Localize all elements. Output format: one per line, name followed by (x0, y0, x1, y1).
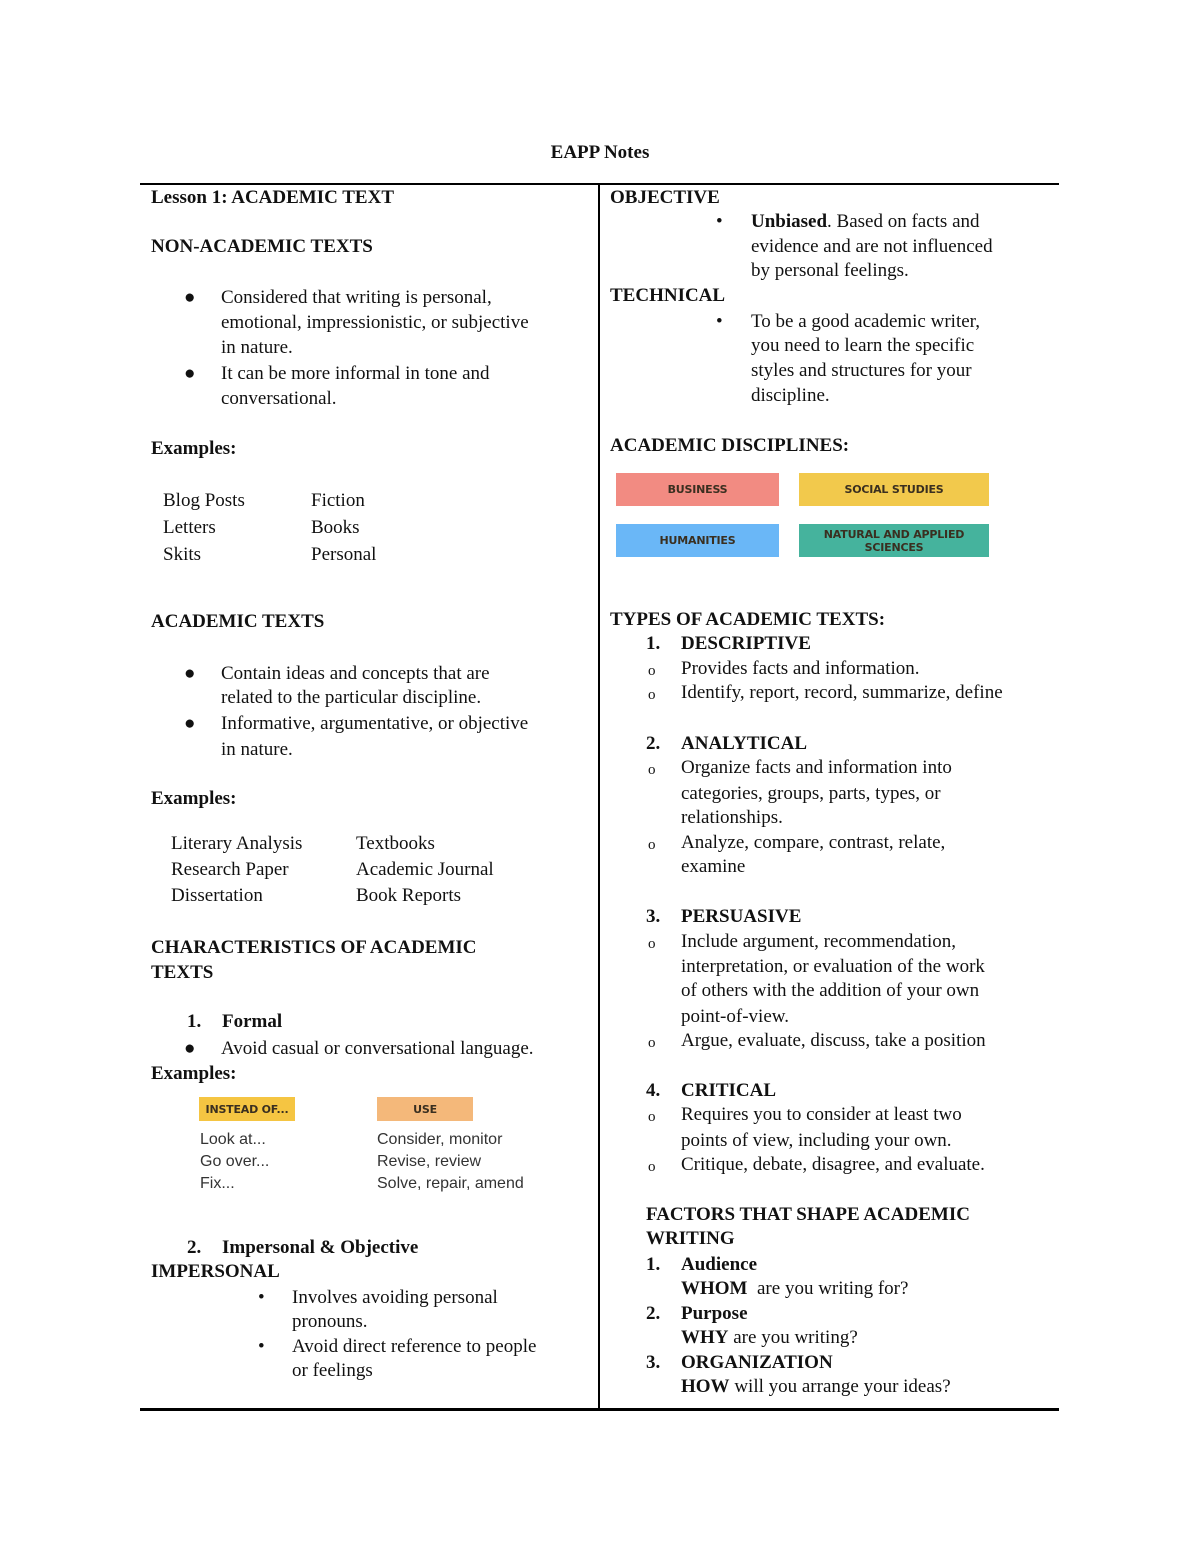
factor-keyword: WHOM (681, 1278, 748, 1299)
impersonal-heading: IMPERSONAL (151, 1261, 280, 1282)
factor-title: Purpose (681, 1303, 748, 1324)
type-title: ANALYTICAL (681, 733, 807, 754)
lesson-title: Lesson 1: ACADEMIC TEXT (151, 187, 394, 208)
bullet-line: related to the particular discipline. (221, 687, 482, 708)
type-number: 1. (646, 633, 661, 654)
circle-bullet: o (648, 936, 656, 952)
type-item: relationships. (681, 807, 783, 828)
factor-rest: are you writing? (728, 1327, 858, 1348)
objective-text: . Based on facts and (827, 211, 980, 232)
type-item: interpretation, or evaluation of the work (681, 956, 985, 977)
type-title: PERSUASIVE (681, 906, 802, 927)
type-title: DESCRIPTIVE (681, 633, 811, 654)
factor-rest: will you arrange your ideas? (729, 1376, 951, 1397)
circle-bullet: o (648, 762, 656, 778)
examples-label: Examples: (151, 1063, 237, 1084)
type-item: point-of-view. (681, 1006, 789, 1027)
example-item: Dissertation (171, 885, 263, 906)
example-item: Literary Analysis (171, 833, 303, 854)
instead-item: Go over... (200, 1153, 270, 1170)
examples-label: Examples: (151, 438, 237, 459)
type-item: points of view, including your own. (681, 1130, 952, 1151)
type-item: categories, groups, parts, types, or (681, 783, 941, 804)
bullet-line: To be a good academic writer, (751, 311, 980, 332)
item-number: 2. (187, 1237, 202, 1258)
type-item: Requires you to consider at least two (681, 1104, 962, 1125)
type-item: Provides facts and information. (681, 658, 920, 679)
example-item: Blog Posts (163, 490, 245, 511)
unbiased-term: Unbiased (751, 211, 828, 232)
instead-item: Fix... (200, 1175, 235, 1192)
types-heading: TYPES OF ACADEMIC TEXTS: (610, 609, 886, 630)
bullet-dot: • (258, 1336, 265, 1357)
bullet-line: pronouns. (292, 1311, 368, 1332)
example-item: Research Paper (171, 859, 289, 880)
type-item: Analyze, compare, contrast, relate, (681, 832, 946, 853)
bullet-line: conversational. (221, 388, 337, 409)
objective-heading: OBJECTIVE (610, 187, 720, 208)
type-item: Include argument, recommendation, (681, 931, 957, 952)
factors-heading-2: WRITING (646, 1228, 735, 1249)
example-item: Skits (163, 544, 202, 565)
impersonal-objective-title: Impersonal & Objective (222, 1237, 419, 1258)
type-item: Identify, report, record, summarize, define (681, 682, 1003, 703)
bullet-line: styles and structures for your (751, 360, 972, 381)
factor-question (681, 1375, 951, 1399)
non-academic-heading: NON-ACADEMIC TEXTS (151, 236, 373, 257)
bullet-line: Informative, argumentative, or objective (221, 713, 529, 734)
use-item: Revise, review (377, 1153, 482, 1170)
example-item: Letters (163, 517, 216, 538)
disciplines-heading: ACADEMIC DISCIPLINES: (610, 435, 850, 456)
use-tag: USE (377, 1097, 473, 1121)
type-title: CRITICAL (681, 1080, 777, 1101)
type-item: Critique, debate, disagree, and evaluate. (681, 1154, 985, 1175)
bullet-line: discipline. (751, 385, 830, 406)
circle-bullet: o (648, 1109, 656, 1125)
type-number: 4. (646, 1080, 661, 1101)
natural-sciences-tag: NATURAL AND APPLIED SCIENCES (799, 524, 989, 557)
factor-keyword: WHY (681, 1327, 729, 1348)
bullet-line: in nature. (221, 337, 293, 358)
bullet-line: you need to learn the specific (751, 335, 975, 356)
instead-of-tag: INSTEAD OF... (199, 1097, 295, 1121)
factor-title: Audience (681, 1254, 757, 1275)
type-number: 2. (646, 733, 661, 754)
humanities-tag: HUMANITIES (616, 524, 779, 557)
type-item: Argue, evaluate, discuss, take a position (681, 1030, 986, 1051)
factor-question (681, 1277, 908, 1301)
example-item: Fiction (311, 490, 365, 511)
bullet-line: It can be more informal in tone and (221, 363, 490, 384)
example-item: Textbooks (356, 833, 435, 854)
example-item: Books (311, 517, 360, 538)
bullet-line: in nature. (221, 739, 293, 760)
academic-heading: ACADEMIC TEXTS (151, 611, 325, 632)
factor-rest: are you writing for? (747, 1278, 909, 1299)
social-studies-tag: SOCIAL STUDIES (799, 473, 989, 506)
factor-keyword: HOW (681, 1376, 730, 1397)
bullet-line: emotional, impressionistic, or subjective (221, 312, 529, 333)
example-item: Book Reports (356, 885, 462, 906)
bullet-line: by personal feelings. (751, 260, 909, 281)
page-title: EAPP Notes (550, 142, 650, 163)
item-number: 1. (187, 1011, 202, 1032)
bullet-line: Avoid casual or conversational language. (221, 1038, 534, 1059)
example-item: Academic Journal (356, 859, 494, 880)
circle-bullet: o (648, 837, 656, 853)
bullet-dot: • (716, 211, 723, 232)
objective-line-1 (751, 210, 980, 234)
factor-number: 3. (646, 1352, 661, 1373)
bullet-line: Contain ideas and concepts that are (221, 663, 490, 684)
bullet-line: Considered that writing is personal, (221, 287, 492, 308)
bullet-line: Avoid direct reference to people (292, 1336, 537, 1357)
type-item: Organize facts and information into (681, 757, 952, 778)
bullet-line: Involves avoiding personal (292, 1287, 498, 1308)
technical-heading: TECHNICAL (610, 285, 726, 306)
examples-label: Examples: (151, 788, 237, 809)
factor-number: 1. (646, 1254, 661, 1275)
type-item: of others with the addition of your own (681, 980, 980, 1001)
circle-bullet: o (648, 687, 656, 703)
circle-bullet: o (648, 1159, 656, 1175)
type-item: examine (681, 856, 746, 877)
bullet-dot: • (258, 1287, 265, 1308)
use-item: Consider, monitor (377, 1131, 503, 1148)
factor-question (681, 1326, 858, 1350)
formal-title: Formal (222, 1011, 283, 1032)
example-item: Personal (311, 544, 377, 565)
type-number: 3. (646, 906, 661, 927)
factor-number: 2. (646, 1303, 661, 1324)
bullet-line: or feelings (292, 1360, 373, 1381)
factor-title: ORGANIZATION (681, 1352, 833, 1373)
instead-item: Look at... (200, 1131, 266, 1148)
column-divider (598, 184, 600, 1410)
bullet-line: evidence and are not influenced (751, 236, 993, 257)
business-tag: BUSINESS (616, 473, 779, 506)
factors-heading: FACTORS THAT SHAPE ACADEMIC (646, 1204, 970, 1225)
circle-bullet: o (648, 663, 656, 679)
use-item: Solve, repair, amend (377, 1175, 524, 1192)
characteristics-heading: CHARACTERISTICS OF ACADEMIC (151, 937, 477, 958)
characteristics-heading-2: TEXTS (151, 962, 214, 983)
circle-bullet: o (648, 1035, 656, 1051)
bullet-dot: • (716, 311, 723, 332)
